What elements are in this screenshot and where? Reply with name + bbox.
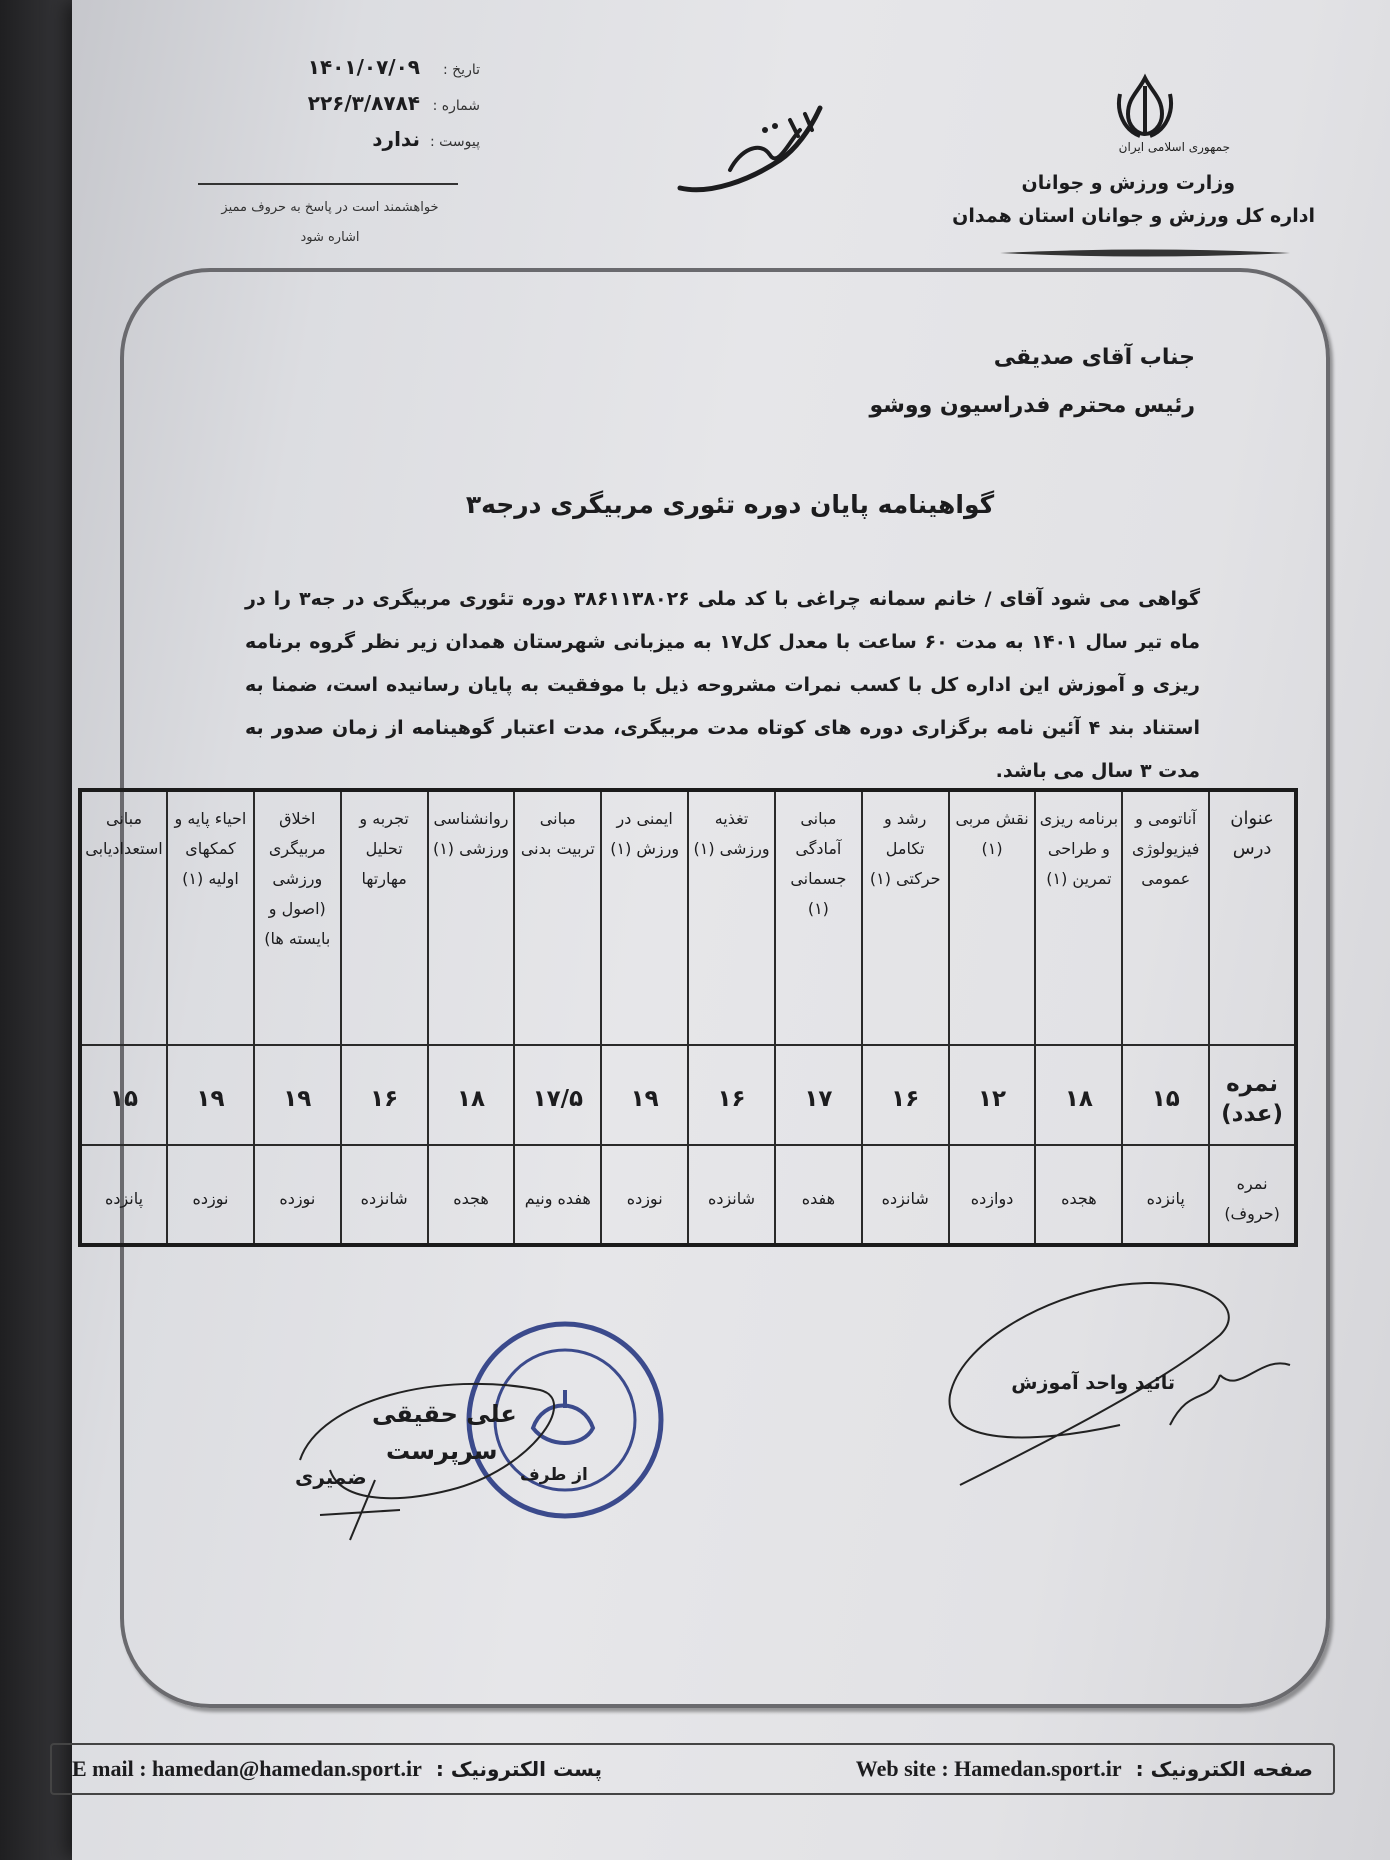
grade-number-cell: ۱۵ (80, 1045, 167, 1145)
row-label-words: نمره (حروف) (1209, 1145, 1296, 1245)
grade-words-cell: هفده ونیم (514, 1145, 601, 1245)
attachment-value: ندارد (372, 127, 420, 151)
number-value: ۲۲۶/۳/۸۷۸۴ (307, 91, 420, 115)
grade-words-cell: پانزده (80, 1145, 167, 1245)
grade-words-cell: هفده (775, 1145, 862, 1245)
grade-number-cell: ۱۹ (254, 1045, 341, 1145)
signer-name: علی حقیقی (372, 1400, 517, 1428)
letter-footer (50, 1743, 1335, 1795)
attachment-label: پیوست : (430, 134, 480, 150)
grade-words-cell: نوزده (601, 1145, 688, 1245)
grade-words-cell: هجده (428, 1145, 515, 1245)
footer-email (72, 1756, 602, 1782)
course-name-cell: تغذیه ورزشی (۱) (688, 790, 775, 1045)
grade-number-cell: ۱۷ (775, 1045, 862, 1145)
background-edge (0, 0, 80, 1860)
header-flourish (1000, 248, 1290, 258)
course-name-cell: نقش مربی (۱) (949, 790, 1036, 1045)
grade-number-cell: ۱۸ (428, 1045, 515, 1145)
grade-number-cell: ۱۸ (1035, 1045, 1122, 1145)
course-name-cell: مبانی تربیت بدنی (514, 790, 601, 1045)
grade-words-cell: نوزده (167, 1145, 254, 1245)
row-label-course: عنوان درس (1209, 790, 1296, 1045)
footer-web (856, 1756, 1313, 1782)
grade-words-cell: شانزده (341, 1145, 428, 1245)
bismillah-calligraphy (670, 100, 840, 210)
email-link[interactable]: E mail : hamedan@hamedan.sport.ir (72, 1756, 422, 1781)
course-name-cell: تجربه و تحلیل مهارتها (341, 790, 428, 1045)
reply-note-line2: اشاره شود (300, 230, 360, 245)
attachment-row (250, 127, 480, 163)
on-behalf-label: از طرف (520, 1465, 588, 1485)
course-name-cell: رشد و تکامل حرکتی (۱) (862, 790, 949, 1045)
grade-number-cell: ۱۹ (167, 1045, 254, 1145)
recipient-title: رئیس محترم فدراسیون ووشو (869, 393, 1195, 418)
reply-note-line1: خواهشمند است در پاسخ به حروف ممیز (221, 200, 439, 215)
grade-number-cell: ۱۹ (601, 1045, 688, 1145)
grade-words-cell: شانزده (862, 1145, 949, 1245)
course-name-cell: روانشناسی ورزشی (۱) (428, 790, 515, 1045)
date-value: ۱۴۰۱/۰۷/۰۹ (307, 55, 420, 79)
grade-words-cell: هجده (1035, 1145, 1122, 1245)
iran-emblem-icon (1110, 72, 1180, 142)
grade-words-cell: دوازده (949, 1145, 1036, 1245)
grade-number-cell: ۱۵ (1122, 1045, 1209, 1145)
signer-role: سرپرست (386, 1437, 498, 1465)
grade-number-cell: ۱۶ (341, 1045, 428, 1145)
meta-divider (198, 183, 458, 185)
grade-words-cell: پانزده (1122, 1145, 1209, 1245)
recipient-name: جناب آقای صدیقی (993, 345, 1195, 370)
row-label-number: نمره (عدد) (1209, 1045, 1296, 1145)
course-name-cell: ایمنی در ورزش (۱) (601, 790, 688, 1045)
number-row (250, 91, 480, 127)
number-label: شماره : (432, 98, 480, 114)
date-row (250, 55, 480, 91)
grade-number-row (80, 1045, 1296, 1145)
deputy-name: ضمیری (295, 1465, 367, 1489)
grade-number-cell: ۱۶ (688, 1045, 775, 1145)
course-name-cell: احیاء پایه و کمکهای اولیه (۱) (167, 790, 254, 1045)
ministry-name: وزارت ورزش و جوانان (1021, 172, 1235, 194)
email-label: پست الکترونیک : (435, 1757, 603, 1781)
grade-words-cell: نوزده (254, 1145, 341, 1245)
emblem-caption: جمهوری اسلامی ایران (1118, 140, 1230, 154)
grade-number-cell: ۱۲ (949, 1045, 1036, 1145)
grade-words-row (80, 1145, 1296, 1245)
letter-meta (250, 55, 480, 163)
certificate-title: گواهینامه پایان دوره تئوری مربیگری درجه۳ (465, 490, 995, 519)
directorate-name: اداره کل ورزش و جوانان استان همدان (952, 205, 1315, 227)
date-label: تاریخ : (442, 62, 480, 78)
course-name-cell: مبانی آمادگی جسمانی (۱) (775, 790, 862, 1045)
grades-table (78, 788, 1298, 1247)
course-name-cell: اخلاق مربیگری ورزشی (اصول و بایسته ها) (254, 790, 341, 1045)
grade-words-cell: شانزده (688, 1145, 775, 1245)
reply-note (190, 193, 470, 253)
grade-number-cell: ۱۶ (862, 1045, 949, 1145)
course-names-row (80, 790, 1296, 1045)
web-label: صفحه الکترونیک : (1135, 1757, 1313, 1781)
certificate-body: گواهی می شود آقای / خانم سمانه چراغی با کد ملی ۳۸۶۱۱۳۸۰۲۶ دوره تئوری مربیگری در جه۳ را در ماه تیر سال ۱۴۰۱ به مدت ۶۰ ساعت با معدل کل۱۷ به میزبانی شهرستان همدان زیر نظر گروه برنامه ریزی و آموزش این اداره کل با کسب نمرات مشروحه ذیل با موفقیت به پایان رسانیده است، ضمنا به استناد بند ۴ آئین نامه برگزاری دوره های کوتاه مدت مربیگری، مدت اعتبار گوهینامه از زمان صدور به مدت ۳ سال می باشد. (245, 588, 1201, 782)
grade-number-cell: ۱۷/۵ (514, 1045, 601, 1145)
website-link[interactable]: Web site : Hamedan.sport.ir (855, 1756, 1122, 1781)
course-name-cell: آناتومی و فیزیولوژی عمومی (1122, 790, 1209, 1045)
course-name-cell: برنامه ریزی و طراحی تمرین (۱) (1035, 790, 1122, 1045)
approval-label: تائید واحد آموزش (1011, 1372, 1175, 1394)
course-name-cell: مبانی استعدادیابی (80, 790, 167, 1045)
